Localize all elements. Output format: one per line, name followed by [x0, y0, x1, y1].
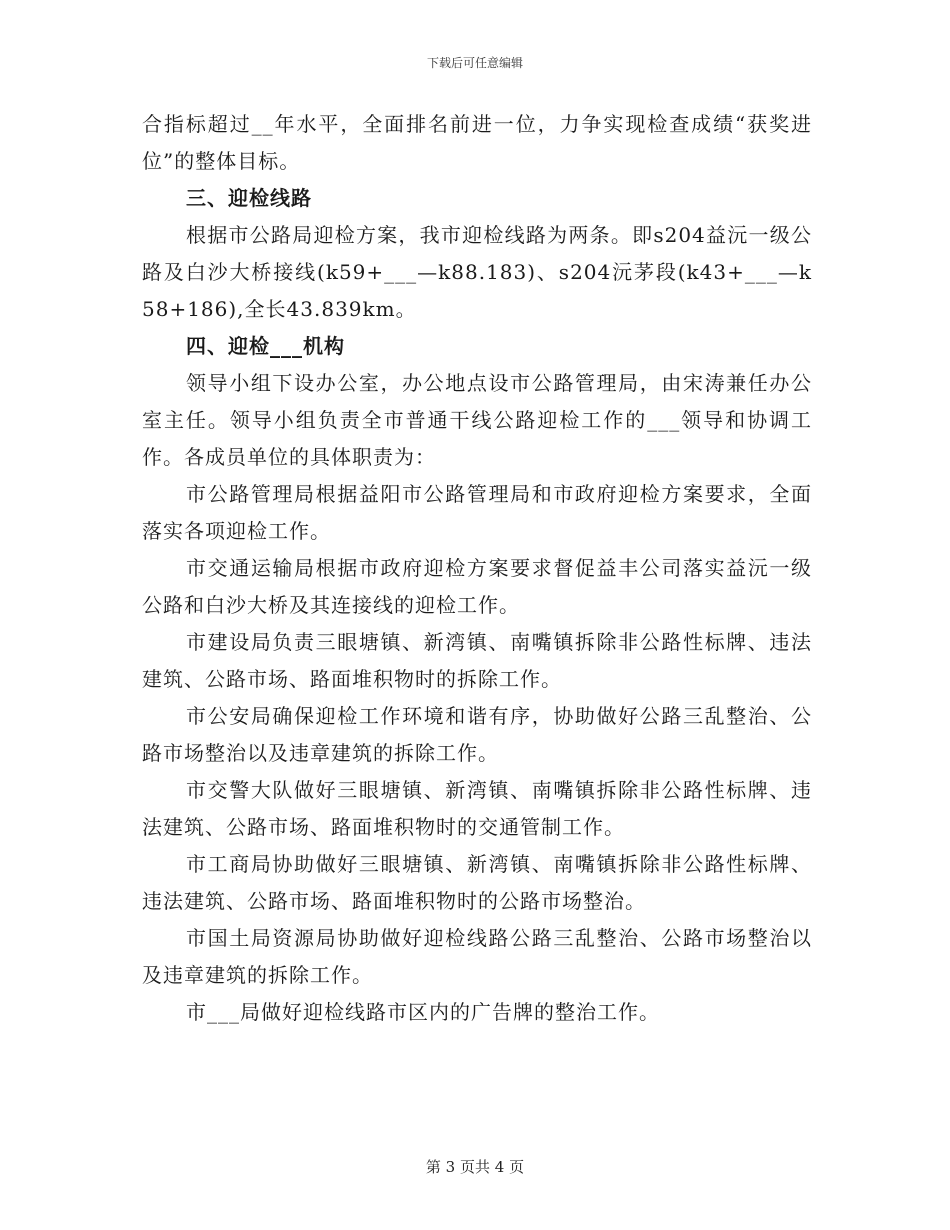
page-footer: 第 3 页共 4 页 [425, 1158, 525, 1176]
paragraph-duty-public-security: 市公安局确保迎检工作环境和谐有序，协助做好公路三乱整治、公路市场整治以及违章建筑的拆除工作。 [142, 704, 812, 765]
paragraph-route: 根据市公路局迎检方案，我市迎检线路为两条。即s204益沅一级公路及白沙大桥接线(k59+___—k88.183)、s204沅茅段(k43+___—k58+186),全长43.839km。 [142, 223, 812, 321]
paragraph-duty-commerce-bureau: 市工商局协助做好三眼塘镇、新湾镇、南嘴镇拆除非公路性标牌、违法建筑、公路市场、路面堆积物时的公路市场整治。 [142, 852, 812, 913]
paragraph-duty-land-resources: 市国土局资源局协助做好迎检线路公路三乱整治、公路市场整治以及违章建筑的拆除工作。 [142, 926, 812, 987]
section-heading-organization: 四、迎检___机构 [186, 334, 345, 358]
paragraph-duty-billboards: 市___局做好迎检线路市区内的广告牌的整治工作。 [186, 1000, 660, 1024]
paragraph-office: 领导小组下设办公室，办公地点设市公路管理局，由宋涛兼任办公室主任。领导小组负责全市普通干线公路迎检工作的___领导和协调工作。各成员单位的具体职责为： [142, 371, 812, 469]
section-heading-route: 三、迎检线路 [186, 186, 312, 210]
page-header: 下载后可任意编辑 [426, 56, 523, 70]
paragraph-duty-construction-bureau: 市建设局负责三眼塘镇、新湾镇、南嘴镇拆除非公路性标牌、违法建筑、公路市场、路面堆积物时的拆除工作。 [142, 630, 812, 691]
paragraph-duty-traffic-police: 市交警大队做好三眼塘镇、新湾镇、南嘴镇拆除非公路性标牌、违法建筑、公路市场、路面堆积物时的交通管制工作。 [142, 778, 812, 839]
document-body [142, 106, 812, 1031]
paragraph-duty-highway-bureau: 市公路管理局根据益阳市公路管理局和市政府迎检方案要求，全面落实各项迎检工作。 [142, 482, 812, 543]
paragraph-goal: 合指标超过__年水平，全面排名前进一位，力争实现检查成绩“获奖进位”的整体目标。 [142, 112, 812, 173]
paragraph-duty-transport-bureau: 市交通运输局根据市政府迎检方案要求督促益丰公司落实益沅一级公路和白沙大桥及其连接线的迎检工作。 [142, 556, 812, 617]
